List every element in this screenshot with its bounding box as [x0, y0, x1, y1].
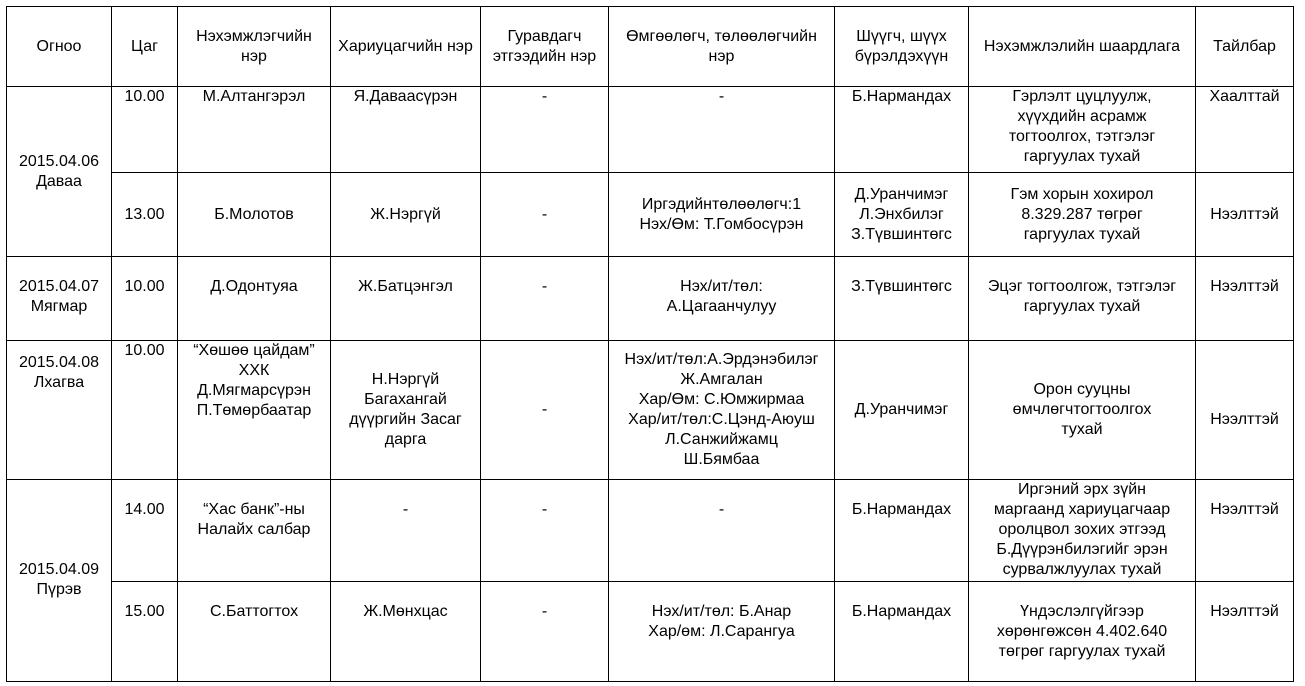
- header-lawyer: Өмгөөлөгч, төлөөлөгчийн нэр: [609, 7, 835, 87]
- third-party-cell: -: [481, 87, 609, 173]
- lawyer-cell: Нэх/ит/төл: Б.Анар Хар/өм: Л.Сарангуа: [609, 581, 835, 681]
- judge-cell: Д.Уранчимэг Л.Энхбилэг З.Түвшинтөгс: [835, 173, 969, 257]
- judge-cell: Б.Нармандах: [835, 87, 969, 173]
- claim-cell: Гэм хорын хохирол 8.329.287 төгрөг гаргуулах тухай: [969, 173, 1196, 257]
- lawyer-cell: Нэх/ит/төл: А.Цагаанчулуу: [609, 257, 835, 341]
- time-cell: 15.00: [112, 581, 178, 681]
- lawyer-cell: -: [609, 87, 835, 173]
- table-row: [7, 341, 1294, 479]
- claim-cell: Эцэг тогтоолгож, тэтгэлэг гаргуулах тухай: [969, 257, 1196, 341]
- defendant-cell: Ж.Батцэнгэл: [331, 257, 481, 341]
- third-party-cell: -: [481, 581, 609, 681]
- third-party-cell: -: [481, 257, 609, 341]
- plaintiff-cell: Б.Молотов: [178, 173, 331, 257]
- weekday-value: Лхагва: [33, 374, 85, 392]
- claim-cell: Үндэслэлгүйгээр хөрөнгөжсөн 4.402.640 төгрөг гаргуулах тухай: [969, 581, 1196, 681]
- table-row: [7, 173, 1294, 257]
- date-cell: [7, 87, 112, 257]
- plaintiff-cell: С.Баттогтох: [178, 581, 331, 681]
- table-row: [7, 479, 1294, 581]
- weekday-value: Мягмар: [30, 298, 88, 316]
- time-cell: 10.00: [112, 257, 178, 341]
- header-note: Тайлбар: [1196, 7, 1294, 87]
- time-cell: 10.00: [112, 87, 178, 173]
- note-cell: Хаалттай: [1196, 87, 1294, 173]
- third-party-cell: -: [481, 341, 609, 479]
- date-cell: [7, 479, 112, 681]
- header-third-party: Гуравдагч этгээдийн нэр: [481, 7, 609, 87]
- date-value: 2015.04.08: [18, 354, 100, 372]
- judge-cell: Б.Нармандах: [835, 581, 969, 681]
- table-row: [7, 257, 1294, 341]
- plaintiff-cell: “Хас банк”-ны Налайх салбар: [178, 479, 331, 581]
- defendant-cell: -: [331, 479, 481, 581]
- header-date: Огноо: [7, 7, 112, 87]
- plaintiff-cell: “Хөшөө цайдам” ХХК Д.Мягмарсүрэн П.Төмөрбаатар: [178, 341, 331, 479]
- note-cell: Нээлттэй: [1196, 581, 1294, 681]
- lawyer-cell: Иргэдийнтөлөөлөгч:1 Нэх/Өм: Т.Гомбосүрэн: [609, 173, 835, 257]
- header-defendant: Хариуцагчийн нэр: [331, 7, 481, 87]
- header-time: Цаг: [112, 7, 178, 87]
- weekday-value: Даваа: [36, 172, 82, 190]
- table-row: [7, 87, 1294, 173]
- time-cell: 13.00: [112, 173, 178, 257]
- plaintiff-cell: Д.Одонтуяа: [178, 257, 331, 341]
- table-row: [7, 581, 1294, 681]
- time-cell: 14.00: [112, 479, 178, 581]
- claim-cell: Гэрлэлт цуцлуулж, хүүхдийн асрамж тогтоолгох, тэтгэлэг гаргуулах тухай: [969, 87, 1196, 173]
- defendant-cell: Я.Даваасүрэн: [331, 87, 481, 173]
- time-cell: 10.00: [112, 341, 178, 479]
- court-schedule-table: [6, 6, 1294, 682]
- note-cell: Нээлттэй: [1196, 257, 1294, 341]
- header-claim: Нэхэмжлэлийн шаардлага: [969, 7, 1196, 87]
- third-party-cell: -: [481, 173, 609, 257]
- header-plaintiff: Нэхэмжлэгчийн нэр: [178, 7, 331, 87]
- weekday-value: Пүрэв: [36, 581, 82, 599]
- date-cell: [7, 341, 112, 479]
- third-party-cell: -: [481, 479, 609, 581]
- date-value: 2015.04.06: [18, 152, 100, 170]
- note-cell: Нээлттэй: [1196, 479, 1294, 581]
- header-row: [7, 7, 1294, 87]
- judge-cell: Б.Нармандах: [835, 479, 969, 581]
- note-cell: Нээлттэй: [1196, 341, 1294, 479]
- note-cell: Нээлттэй: [1196, 173, 1294, 257]
- date-value: 2015.04.07: [18, 278, 100, 296]
- claim-cell: Иргэний эрх зүйн маргаанд хариуцагчаар оролцвол зохих этгээд Б.Дүүрэнбилэгийг эрэн сурвалжлуулах тухай: [969, 479, 1196, 581]
- judge-cell: Д.Уранчимэг: [835, 341, 969, 479]
- date-cell: [7, 257, 112, 341]
- date-value: 2015.04.09: [18, 561, 100, 579]
- judge-cell: З.Түвшинтөгс: [835, 257, 969, 341]
- claim-cell: Орон сууцны өмчлөгчтогтоолгох тухай: [969, 341, 1196, 479]
- header-judge: Шүүгч, шүүх бүрэлдэхүүн: [835, 7, 969, 87]
- plaintiff-cell: М.Алтангэрэл: [178, 87, 331, 173]
- lawyer-cell: -: [609, 479, 835, 581]
- defendant-cell: Ж.Нэргүй: [331, 173, 481, 257]
- lawyer-cell: Нэх/ит/төл:А.Эрдэнэбилэг Ж.Амгалан Хар/Өм: С.Юмжирмаа Хар/ит/төл:С.Цэнд-Аюуш Л.Санжийжамц Ш.Бямбаа: [609, 341, 835, 479]
- defendant-cell: Н.Нэргүй Багахангай дүүргийн Засаг дарга: [331, 341, 481, 479]
- defendant-cell: Ж.Мөнхцас: [331, 581, 481, 681]
